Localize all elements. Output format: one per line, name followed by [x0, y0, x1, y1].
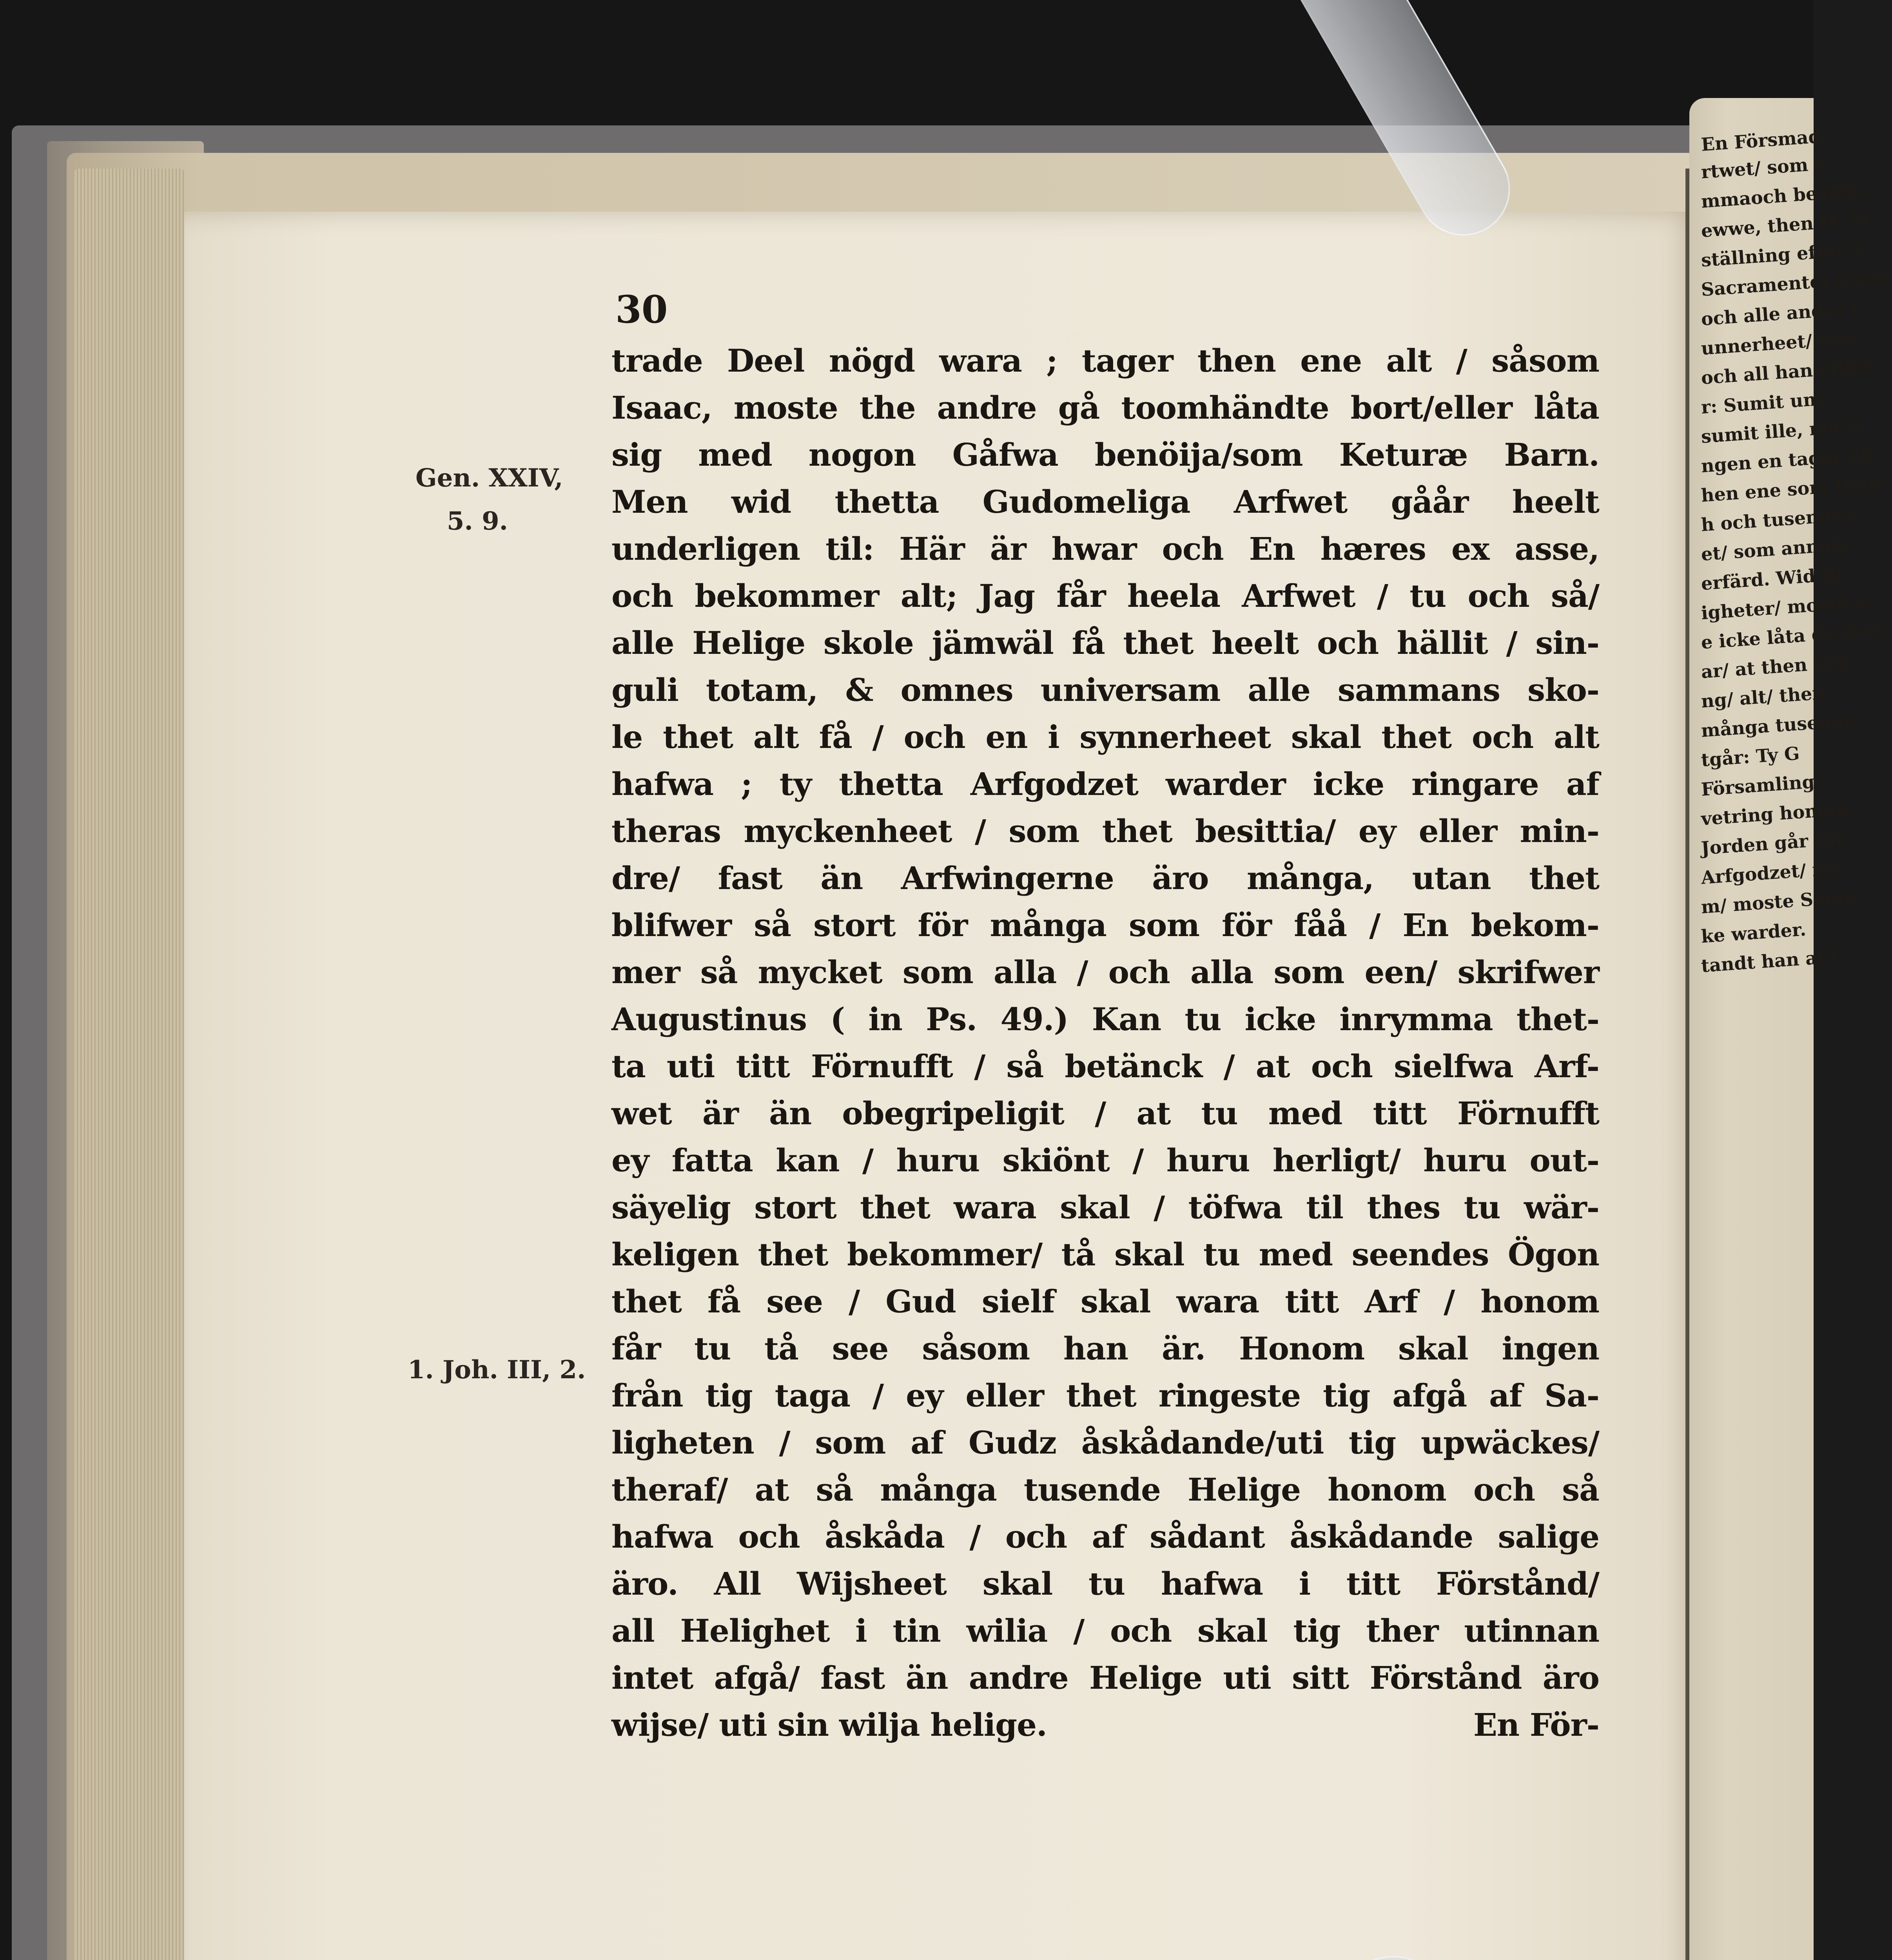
facing-line: och all hans Blod — [1700, 355, 1877, 388]
text-line: hafwa och åskåda / och af sådant åskådande salige — [611, 1518, 1599, 1555]
facing-line: igheter/ moste w — [1700, 590, 1871, 624]
margin-note-citation — [447, 504, 635, 539]
facing-line: ng/ alt/ then — [1700, 682, 1826, 712]
facing-line: ewwe, then H. M — [1700, 209, 1870, 241]
facing-line: Sacramentet anam — [1700, 266, 1892, 300]
margin-note-line: 1. Joh. III, 2. — [408, 1355, 586, 1385]
text-line: säyelig stort thet wara skal / töfwa til thes tu wär- — [611, 1189, 1599, 1226]
facing-line: e icke låta de ther — [1700, 619, 1885, 653]
facing-line: ställning efter s — [1700, 238, 1863, 271]
text-line: sig med nogon Gåfwa benöija/som Keturæ Barn. — [611, 436, 1599, 473]
facing-line: et/ som annam — [1700, 533, 1850, 565]
facing-line: tgår: Ty G — [1700, 742, 1800, 771]
text-line: och bekommer alt; Jag får heela Arfwet / tu och så/ — [611, 577, 1599, 614]
text-line: blifwer så stort för många som för fåå / En bekom- — [611, 907, 1599, 944]
text-line: får tu tå see såsom han är. Honom skal ingen — [611, 1330, 1599, 1367]
margin-note-citation — [415, 461, 604, 496]
text-line: ligheten / som af Gudz åskådande/uti tig upwäckes/ — [611, 1424, 1599, 1461]
facing-line: h och tusende s — [1700, 503, 1860, 535]
facing-line: En Försmad — [1700, 125, 1822, 155]
text-line: theras myckenheet / som thet besittia/ ey eller min- — [611, 813, 1599, 849]
facing-line: Jorden går the — [1700, 827, 1848, 859]
facing-line: r: Sumit uno — [1700, 388, 1829, 418]
text-line: Augustinus ( in Ps. 49.) Kan tu icke inrymma thet- — [611, 1001, 1599, 1038]
text-line: guli totam, & omnes universam alle sammans sko- — [611, 671, 1599, 708]
facing-line: och alle andre C — [1700, 297, 1866, 330]
text-line: Men wid thetta Gudomeliga Arfwet gåår heelt — [611, 483, 1599, 520]
text-line: från tig taga / ey eller thet ringeste tig afgå af Sa- — [611, 1377, 1599, 1414]
text-line: underligen til: Här är hwar och En hæres ex asse, — [611, 530, 1599, 567]
text-line: Isaac, moste the andre gå toomhändte bort/eller låta — [611, 389, 1599, 426]
text-line: theraf/ at så många tusende Helige honom och så — [611, 1471, 1599, 1508]
facing-line: Församling/ — [1700, 770, 1822, 800]
text-line-last — [611, 1701, 1599, 1748]
text-line-content: wijse/ uti sin wilja helige. — [611, 1706, 1047, 1743]
page-number: 30 — [615, 287, 668, 332]
text-line: trade Deel nögd wara ; tager then ene alt / såsom — [611, 342, 1599, 379]
right-page — [1689, 98, 1892, 1960]
facing-line: ar/ at then ene — [1700, 651, 1850, 682]
facing-line: mmaoch besittia — [1700, 179, 1870, 212]
margin-note-line: Gen. XXIV, — [415, 463, 563, 493]
facing-line: vetring honom — [1700, 798, 1850, 829]
page-edges — [74, 169, 184, 1960]
text-line: alle Helige skole jämwäl få thet heelt och hällit / sin- — [611, 624, 1599, 661]
facing-line: ngen en tager ell — [1700, 443, 1874, 477]
text-line: ey fatta kan / huru skiönt / huru herligt/ huru out- — [611, 1142, 1599, 1179]
text-line: äro. All Wijsheet skal tu hafwa i titt Förstånd/ — [611, 1565, 1599, 1602]
text-line: all Helighet i tin wilia / och skal tig ther utinnan — [611, 1612, 1599, 1649]
text-line: wet är än obegripeligit / at tu med titt Förnufft — [611, 1095, 1599, 1132]
facing-line: rtwet/ som b — [1700, 152, 1828, 183]
margin-note-citation — [408, 1352, 596, 1388]
text-line: mer så mycket som alla / och alla som een/ skrifwer — [611, 954, 1599, 991]
text-line: hafwa ; ty thetta Arfgodzet warder icke ringare af — [611, 766, 1599, 802]
facing-line: m/ moste Soner — [1700, 885, 1860, 918]
facing-line: hen ene som then — [1700, 472, 1881, 506]
text-line: le thet alt få / och en i synnerheet skal thet och alt — [611, 719, 1599, 755]
facing-line: unnerheet/ wäs — [1700, 327, 1857, 359]
facing-line: tandt han af G — [1700, 945, 1847, 976]
margin-note-line: 5. 9. — [447, 506, 508, 536]
catchword: En För- — [1473, 1706, 1599, 1743]
facing-line: många tusende — [1700, 709, 1856, 741]
text-line: thet få see / Gud sielf skal wara titt Arf / honom — [611, 1283, 1599, 1320]
facing-line: ke warder. — [1700, 918, 1807, 947]
text-line: keligen thet bekommer/ tå skal tu med seendes Ögon — [611, 1236, 1599, 1273]
facing-line: sumit ille, nec s — [1700, 415, 1862, 447]
body-text — [611, 337, 1599, 1780]
text-line: dre/ fast än Arfwingerne äro många, utan thet — [611, 860, 1599, 897]
facing-line: erfärd. Wid th — [1700, 563, 1844, 594]
facing-line: Arfgodzet/ mo — [1700, 857, 1844, 888]
text-line: ta uti titt Förnufft / så betänck / at och sielfwa Arf- — [611, 1048, 1599, 1085]
text-line: intet afgå/ fast än andre Helige uti sitt Förstånd äro — [611, 1659, 1599, 1696]
